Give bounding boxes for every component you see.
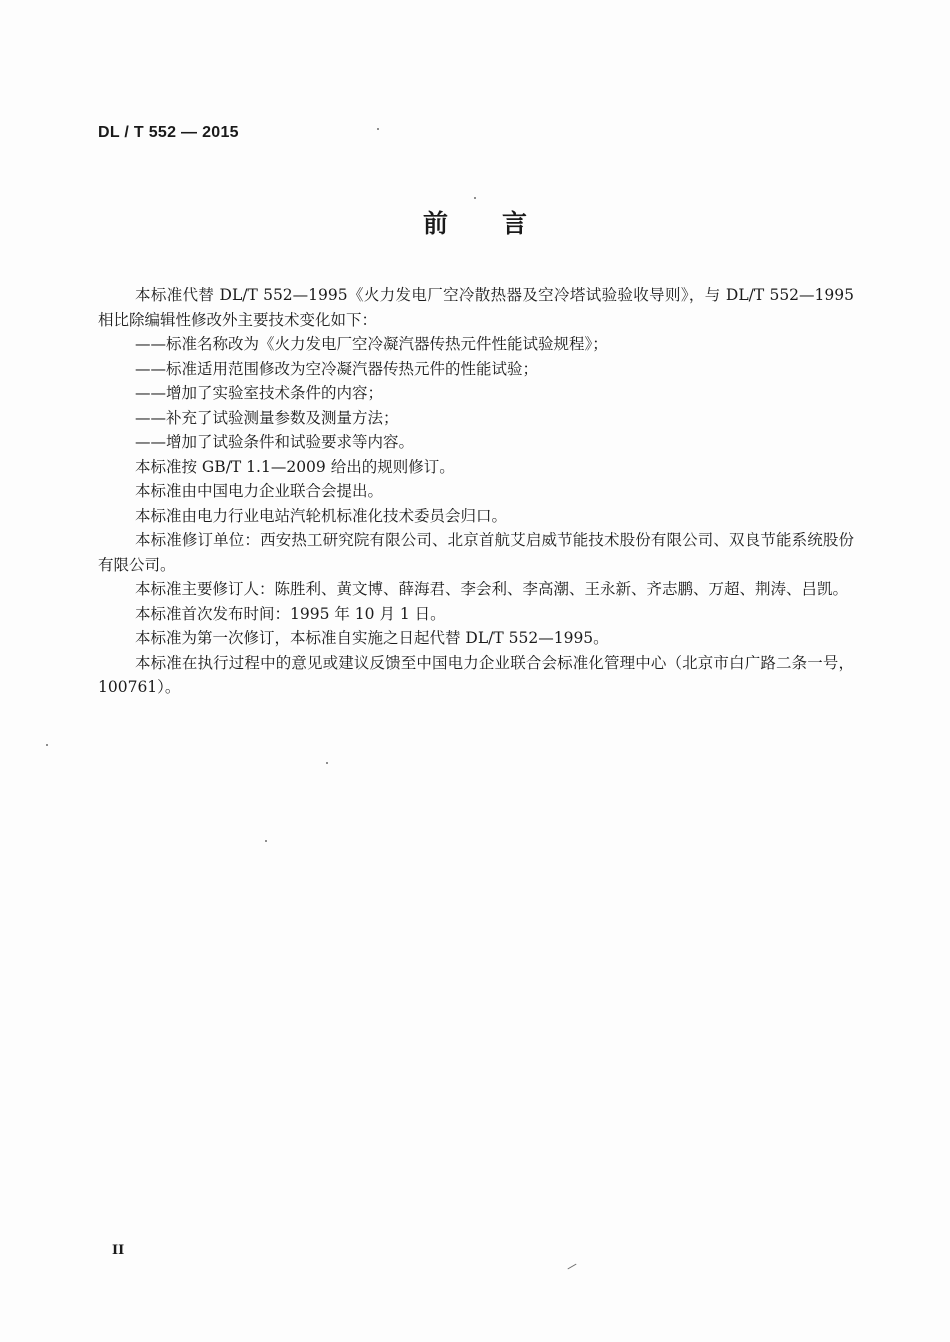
paragraph-replacement: 本标准代替 DL/T 552—1995《火力发电厂空冷散热器及空冷塔试验验收导则》，与 DL/T 552—1995 相比除编辑性修改外主要技术变化如下： <box>98 286 854 329</box>
scan-speck <box>377 128 379 130</box>
change-item-lab: ——增加了实验室技术条件的内容； <box>135 384 384 402</box>
paragraph-drafting-rules: 本标准按 GB/T 1.1—2009 给出的规则修订。 <box>135 457 455 476</box>
change-item-conditions: ——增加了试验条件和试验要求等内容。 <box>135 433 415 451</box>
paragraph-drafting-units: 本标准修订单位：西安热工研究院有限公司、北京首航艾启威节能技术股份有限公司、双良节能系统股份有限公司。 <box>98 531 854 574</box>
paragraph-drafters: 本标准主要修订人：陈胜利、黄文博、薛海君、李会利、李高潮、王永新、齐志鹏、万超、荆涛、吕凯。 <box>135 580 849 598</box>
paragraph-proposer: 本标准由中国电力企业联合会提出。 <box>135 482 384 500</box>
paragraph-committee: 本标准由电力行业电站汽轮机标准化技术委员会归口。 <box>135 506 508 525</box>
change-item-measurement: ——补充了试验测量参数及测量方法； <box>135 408 399 427</box>
page-number: II <box>112 1243 125 1258</box>
standard-code: DL / T 552 — 2015 <box>98 124 239 141</box>
page-title: 前言 <box>422 209 581 238</box>
foreword-body <box>98 283 854 700</box>
paragraph-revision: 本标准为第一次修订，本标准自实施之日起代替 DL/T 552—1995。 <box>135 629 609 647</box>
scan-speck <box>46 744 48 746</box>
change-item-scope: ——标准适用范围修改为空冷凝汽器传热元件的性能试验； <box>135 359 539 378</box>
scan-speck <box>474 197 476 199</box>
paragraph-first-release: 本标准首次发布时间：1995 年 10 月 1 日。 <box>135 604 446 623</box>
scan-speck <box>265 840 267 842</box>
scan-speck <box>326 762 328 764</box>
paragraph-feedback: 本标准在执行过程中的意见或建议反馈至中国电力企业联合会标准化管理中心（北京市白广路二条一号，100761）。 <box>98 653 854 696</box>
change-item-name: ——标准名称改为《火力发电厂空冷凝汽器传热元件性能试验规程》； <box>135 335 608 353</box>
scan-speck <box>567 1264 576 1270</box>
